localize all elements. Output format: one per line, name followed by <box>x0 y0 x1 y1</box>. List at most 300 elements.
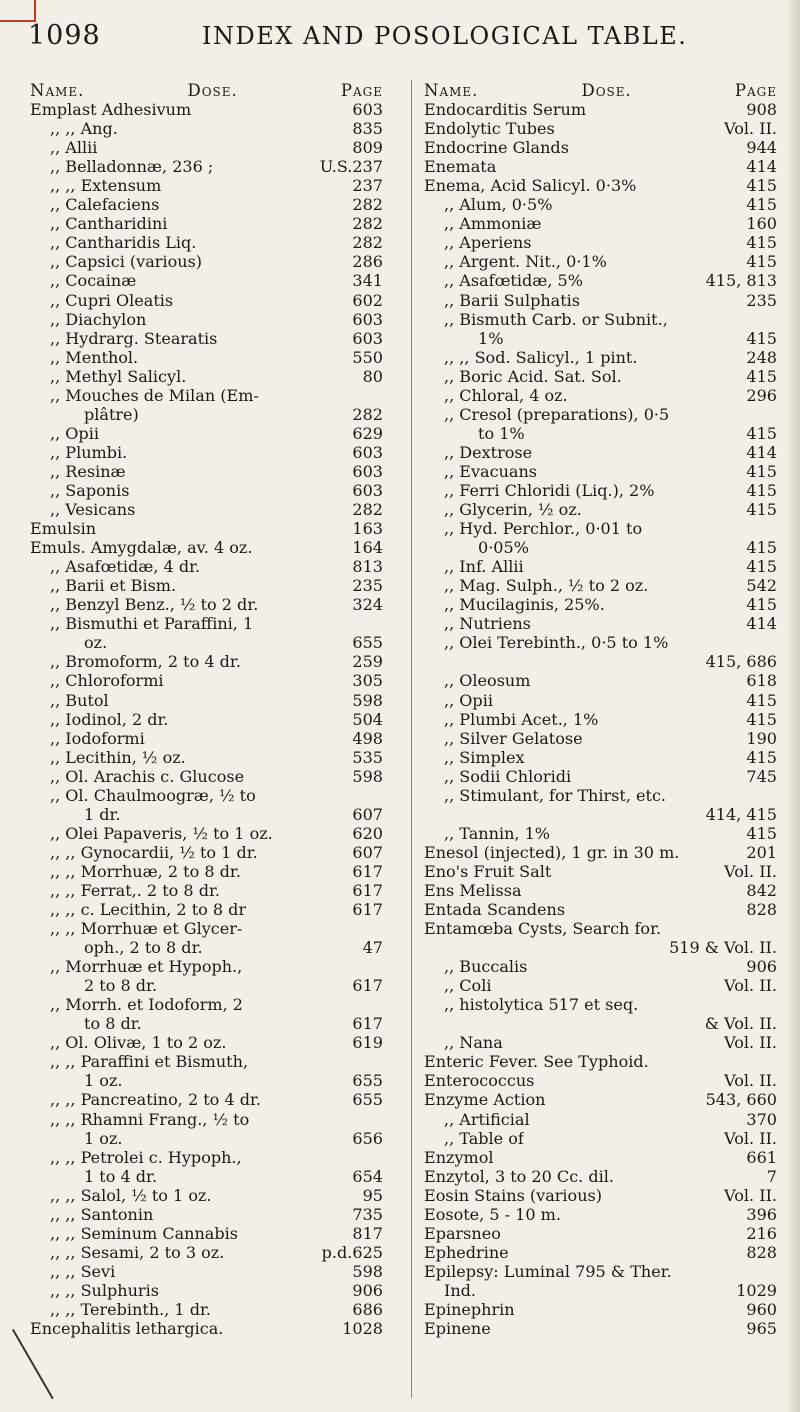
index-entry <box>30 595 383 614</box>
entry-page: 619 <box>352 1033 383 1053</box>
index-entry <box>30 1319 383 1338</box>
entry-page: 617 <box>352 861 383 881</box>
entry-page: 95 <box>362 1185 383 1205</box>
header-dose: Dose. <box>581 81 632 100</box>
entry-page: 160 <box>746 214 777 234</box>
entry-term: 1 oz. <box>84 1071 123 1091</box>
entry-page: 906 <box>352 1280 383 1300</box>
entry-term: ,, Iodoformi <box>50 728 145 748</box>
index-entry <box>424 538 777 557</box>
entry-term: ,, ,, Extensum <box>50 176 162 196</box>
header-name: Name. <box>424 81 479 100</box>
entry-term: ,, Simplex <box>444 747 525 767</box>
index-entry <box>30 652 383 671</box>
entry-page: 617 <box>352 900 383 920</box>
right-column-header <box>424 81 777 100</box>
entry-page: 661 <box>746 1147 777 1167</box>
entry-page: 282 <box>352 500 383 520</box>
index-entry <box>424 748 777 767</box>
index-entry <box>30 1167 383 1186</box>
entry-page: 324 <box>352 595 383 615</box>
entry-page: 415 <box>746 480 777 500</box>
index-entry <box>424 938 777 957</box>
index-entry <box>30 195 383 214</box>
page-header <box>28 20 778 60</box>
entry-page: 686 <box>352 1300 383 1319</box>
index-entry <box>424 519 777 538</box>
entry-term: Entamœba Cysts, Search for. <box>424 919 662 939</box>
index-entry <box>424 576 777 595</box>
entry-term: Epinene <box>424 1319 491 1339</box>
entry-page: 835 <box>352 119 383 139</box>
index-entry <box>424 1205 777 1224</box>
entry-page: 415 <box>746 709 777 729</box>
entry-term: ,, Boric Acid. Sat. Sol. <box>444 366 622 386</box>
entry-term: ,, Bismuth Carb. or Subnit., <box>444 309 668 329</box>
index-entry <box>30 1186 383 1205</box>
entry-term: ,, Mucilaginis, 25%. <box>444 595 605 615</box>
index-entry <box>30 1110 383 1129</box>
header-page: Page <box>340 81 383 100</box>
entry-term: ,, Opii <box>444 690 493 710</box>
entry-page: 535 <box>352 747 383 767</box>
index-entry <box>424 1319 777 1338</box>
entry-term: Enema, Acid Salicyl. 0·3% <box>424 176 637 196</box>
index-entry <box>30 805 383 824</box>
index-entry <box>424 119 777 138</box>
entry-page: 598 <box>352 690 383 710</box>
index-entry <box>424 348 777 367</box>
index-entry <box>424 1090 777 1109</box>
entry-page: 415 <box>746 176 777 196</box>
index-entry <box>424 824 777 843</box>
index-entry <box>30 614 383 633</box>
entry-term: Endolytic Tubes <box>424 119 555 139</box>
entry-page: 235 <box>352 576 383 596</box>
entry-term: ,, Nana <box>444 1033 503 1053</box>
index-entry <box>424 1014 777 1033</box>
corner-crop-mark <box>0 0 36 22</box>
index-entry <box>424 329 777 348</box>
entry-page: Vol. II. <box>724 1185 777 1205</box>
entry-page: 341 <box>352 271 383 291</box>
entry-term: ,, Morrh. et Iodoform, 2 <box>50 995 243 1015</box>
index-entry <box>424 1281 777 1300</box>
entry-page: 809 <box>352 138 383 158</box>
margin-pen-mark <box>12 1329 54 1399</box>
index-entry <box>424 557 777 576</box>
entry-term: ,, Ferri Chloridi (Liq.), 2% <box>444 480 655 500</box>
index-entry <box>30 843 383 862</box>
index-entry <box>424 957 777 976</box>
entry-term: Eno's Fruit Salt <box>424 861 552 881</box>
entry-page: 519 & Vol. II. <box>669 938 777 958</box>
entry-page: 164 <box>352 538 383 558</box>
entry-page: 906 <box>746 957 777 977</box>
entry-term: ,, Inf. Allii <box>444 557 524 577</box>
entry-term: ,, ,, Santonin <box>50 1204 154 1224</box>
entry-term: ,, Cantharidini <box>50 214 168 234</box>
entry-term: ,, Menthol. <box>50 347 139 367</box>
index-entry <box>30 214 383 233</box>
entry-page: 7 <box>766 1166 777 1186</box>
index-entry <box>30 767 383 786</box>
entry-term: to 1% <box>478 423 525 443</box>
entry-term: ,, Olei Terebinth., 0·5 to 1% <box>444 633 669 653</box>
entry-term: ,, Cocainæ <box>50 271 137 291</box>
entry-page: 414, 415 <box>705 804 777 824</box>
index-entry <box>30 1014 383 1033</box>
entry-term: ,, Lecithin, ½ oz. <box>50 747 186 767</box>
entry-term: ,, ,, Paraffini et Bismuth, <box>50 1052 249 1072</box>
entry-page: 216 <box>746 1223 777 1243</box>
index-entry <box>424 862 777 881</box>
entry-page: Vol. II. <box>724 1033 777 1053</box>
index-entry <box>424 138 777 157</box>
entry-page: 282 <box>352 404 383 424</box>
entry-term: ,, ,, Sesami, 2 to 3 oz. <box>50 1242 225 1262</box>
entry-term: ,, Stimulant, for Thirst, etc. <box>444 785 667 805</box>
entry-page: 415 <box>746 823 777 843</box>
entry-page: 817 <box>352 1223 383 1243</box>
entry-page: 415 <box>746 500 777 520</box>
index-entry <box>424 1148 777 1167</box>
entry-page: Vol. II. <box>724 976 777 996</box>
index-entry <box>30 824 383 843</box>
index-entry <box>30 405 383 424</box>
entry-page: 655 <box>352 1071 383 1091</box>
entry-term: ,, Chloroformi <box>50 671 164 691</box>
index-entry <box>424 1224 777 1243</box>
entry-page: 603 <box>352 328 383 348</box>
entry-term: 0·05% <box>478 538 529 558</box>
entry-term: Enterococcus <box>424 1071 535 1091</box>
entry-term: ,, Aperiens <box>444 233 532 253</box>
entry-page: Vol. II. <box>724 119 777 139</box>
entry-term: ,, Butol <box>50 690 109 710</box>
entry-page: 415 <box>746 328 777 348</box>
entry-page: 607 <box>352 842 383 862</box>
entry-page: 235 <box>746 290 777 310</box>
entry-page: 237 <box>352 176 383 196</box>
entry-page: 828 <box>746 900 777 920</box>
entry-page: 396 <box>746 1204 777 1224</box>
index-entry <box>30 976 383 995</box>
entry-term: Endocrine Glands <box>424 138 569 158</box>
entry-term: ,, Plumbi Acet., 1% <box>444 709 599 729</box>
index-entry <box>30 138 383 157</box>
entry-page: 415 <box>746 195 777 215</box>
entry-term: Epinephrin <box>424 1300 515 1319</box>
entry-page: 965 <box>746 1319 777 1339</box>
entry-term: ,, Argent. Nit., 0·1% <box>444 252 607 272</box>
entry-page: 603 <box>352 100 383 120</box>
index-entry <box>424 195 777 214</box>
entry-term: ,, ,, Sevi <box>50 1261 116 1281</box>
entry-term: Eparsneo <box>424 1223 501 1243</box>
index-entry <box>424 271 777 290</box>
index-entry <box>424 1300 777 1319</box>
entry-term: Emuls. Amygdalæ, av. 4 oz. <box>30 538 253 558</box>
index-entry <box>424 462 777 481</box>
entry-page: 282 <box>352 195 383 215</box>
index-entry <box>30 176 383 195</box>
entry-page: 607 <box>352 804 383 824</box>
entry-term: 1 dr. <box>84 804 121 824</box>
index-entry <box>424 310 777 329</box>
entry-term: ,, Hyd. Perchlor., 0·01 to <box>444 519 643 539</box>
index-entry <box>30 881 383 900</box>
entry-term: ,, Allii <box>50 138 98 158</box>
entry-term: Enteric Fever. See Typhoid. <box>424 1052 649 1072</box>
entry-term: 1% <box>478 328 504 348</box>
entry-page: 80 <box>362 366 383 386</box>
index-entry <box>424 481 777 500</box>
entry-page: 550 <box>352 347 383 367</box>
entry-term: 2 to 8 dr. <box>84 976 158 996</box>
index-entry <box>424 786 777 805</box>
entry-term: Ind. <box>444 1280 477 1300</box>
entry-term: ,, Ol. Arachis c. Glucose <box>50 766 245 786</box>
entry-term: ,, Asafœtidæ, 4 dr. <box>50 557 201 577</box>
index-entry <box>424 252 777 271</box>
index-entry <box>30 1033 383 1052</box>
entry-page: 745 <box>746 766 777 786</box>
index-entry <box>30 348 383 367</box>
entry-page: 602 <box>352 290 383 310</box>
entry-page: 305 <box>352 671 383 691</box>
entry-term: ,, histolytica 517 et seq. <box>444 995 639 1015</box>
entry-page: 415, 813 <box>705 271 777 291</box>
index-entry <box>424 633 777 652</box>
entry-term: ,, Tannin, 1% <box>444 823 551 843</box>
entry-term: Epilepsy: Luminal 795 & Ther. <box>424 1261 672 1281</box>
entry-page: 286 <box>352 252 383 272</box>
entry-page: Vol. II. <box>724 861 777 881</box>
entry-term: ,, ,, c. Lecithin, 2 to 8 dr <box>50 900 247 920</box>
index-entry <box>424 367 777 386</box>
right-index-column <box>424 81 777 1338</box>
index-entry <box>424 1071 777 1090</box>
index-entry <box>30 748 383 767</box>
entry-term: ,, Cantharidis Liq. <box>50 233 197 253</box>
entry-term: ,, Coli <box>444 976 492 996</box>
index-entry <box>424 1167 777 1186</box>
index-entry <box>30 443 383 462</box>
index-entry <box>424 729 777 748</box>
entry-page: 415 <box>746 557 777 577</box>
entry-term: ,, Asafœtidæ, 5% <box>444 271 583 291</box>
index-entry <box>424 1186 777 1205</box>
entry-term: ,, Bismuthi et Paraffini, 1 <box>50 614 254 634</box>
entry-term: ,, Chloral, 4 oz. <box>444 385 568 405</box>
entry-page: 598 <box>352 766 383 786</box>
header-name: Name. <box>30 81 85 100</box>
entry-term: Encephalitis lethargica. <box>30 1319 224 1339</box>
entry-page: 618 <box>746 671 777 691</box>
entry-term: ,, Belladonnæ, 236 ; <box>50 157 214 177</box>
page-title: INDEX AND POSOLOGICAL TABLE. <box>202 22 688 50</box>
entry-term: ,, ,, Ang. <box>50 119 118 139</box>
entry-page: 415 <box>746 595 777 615</box>
index-entry <box>30 1148 383 1167</box>
entry-page: 620 <box>352 823 383 843</box>
entry-term: ,, Mag. Sulph., ½ to 2 oz. <box>444 576 649 596</box>
index-entry <box>424 1052 777 1071</box>
entry-term: ,, Barii et Bism. <box>50 576 177 596</box>
entry-term: Enzyme Action <box>424 1090 546 1110</box>
index-entry <box>30 233 383 252</box>
entry-term: ,, Diachylon <box>50 309 147 329</box>
index-entry <box>30 271 383 290</box>
entry-page: 828 <box>746 1242 777 1262</box>
entry-page: 543, 660 <box>705 1090 777 1110</box>
entry-term: ,, ,, Petrolei c. Hypoph., <box>50 1147 242 1167</box>
entry-term: ,, ,, Seminum Cannabis <box>50 1223 238 1243</box>
index-entry <box>424 881 777 900</box>
index-entry <box>30 1071 383 1090</box>
entry-page: 163 <box>352 519 383 539</box>
entry-page: 415, 686 <box>705 652 777 672</box>
entry-term: 1 to 4 dr. <box>84 1166 158 1186</box>
entry-term: Enzytol, 3 to 20 Cc. dil. <box>424 1166 614 1186</box>
entry-page: 603 <box>352 442 383 462</box>
index-entry <box>30 329 383 348</box>
entry-term: ,, Calefaciens <box>50 195 160 215</box>
entry-page: 1028 <box>342 1319 383 1339</box>
entry-page: 629 <box>352 423 383 443</box>
entry-term: ,, Methyl Salicyl. <box>50 366 187 386</box>
entry-page: 370 <box>746 1109 777 1129</box>
entry-page: 1029 <box>736 1280 777 1300</box>
entry-page: 813 <box>352 557 383 577</box>
page-edge-shadow <box>786 0 800 1412</box>
entry-page: p.d.625 <box>321 1242 383 1262</box>
entry-term: Enemata <box>424 157 497 177</box>
index-entry <box>30 500 383 519</box>
index-entry <box>30 291 383 310</box>
index-entry <box>424 976 777 995</box>
header-dose: Dose. <box>187 81 238 100</box>
entry-page: 414 <box>746 157 777 177</box>
entry-page: 908 <box>746 100 777 120</box>
index-entry <box>424 1033 777 1052</box>
entry-term: Ens Melissa <box>424 880 522 900</box>
entry-page: 617 <box>352 1014 383 1034</box>
entry-term: ,, Iodinol, 2 dr. <box>50 709 169 729</box>
entry-term: ,, Mouches de Milan (Em- <box>50 385 259 405</box>
entry-term: plâtre) <box>84 404 139 424</box>
index-entry <box>30 252 383 271</box>
entry-term: to 8 dr. <box>84 1014 142 1034</box>
index-entry <box>30 576 383 595</box>
entry-page: 504 <box>352 709 383 729</box>
entry-page: & Vol. II. <box>704 1014 777 1034</box>
entry-page: 960 <box>746 1300 777 1319</box>
index-entry <box>30 957 383 976</box>
entry-term: ,, ,, Ferrat,. 2 to 8 dr. <box>50 880 220 900</box>
entry-page: U.S.237 <box>319 157 383 177</box>
index-entry <box>424 1262 777 1281</box>
index-entry <box>30 786 383 805</box>
entry-page: 415 <box>746 366 777 386</box>
entry-term: ,, Artificial <box>444 1109 530 1129</box>
entry-term: ,, Olei Papaveris, ½ to 1 oz. <box>50 823 273 843</box>
index-entry <box>30 1205 383 1224</box>
entry-term: ,, ,, Sod. Salicyl., 1 pint. <box>444 347 638 367</box>
entry-term: ,, ,, Sulphuris <box>50 1280 159 1300</box>
index-entry <box>30 1224 383 1243</box>
entry-term: Enzymol <box>424 1147 494 1167</box>
entry-page: 603 <box>352 309 383 329</box>
index-entry <box>424 767 777 786</box>
entry-page: 598 <box>352 1261 383 1281</box>
entry-page: 282 <box>352 233 383 253</box>
entry-term: ,, Sodii Chloridi <box>444 766 572 786</box>
entry-term: ,, Saponis <box>50 480 130 500</box>
entry-page: 944 <box>746 138 777 158</box>
index-entry <box>30 557 383 576</box>
index-entry <box>30 1262 383 1281</box>
entry-term: Enesol (injected), 1 gr. in 30 m. <box>424 842 680 862</box>
entry-page: 415 <box>746 690 777 710</box>
entry-term: ,, Oleosum <box>444 671 531 691</box>
entry-term: ,, Barii Sulphatis <box>444 290 581 310</box>
index-entry <box>30 995 383 1014</box>
entry-page: 498 <box>352 728 383 748</box>
column-divider <box>411 80 412 1398</box>
entry-page: 842 <box>746 880 777 900</box>
entry-term: ,, Table of <box>444 1128 524 1148</box>
index-entry <box>424 900 777 919</box>
entry-page: 415 <box>746 233 777 253</box>
entry-term: Eosin Stains (various) <box>424 1185 603 1205</box>
entry-page: 296 <box>746 385 777 405</box>
index-entry <box>424 671 777 690</box>
entry-page: 617 <box>352 976 383 996</box>
entry-term: ,, Hydrarg. Stearatis <box>50 328 218 348</box>
index-entry <box>30 1243 383 1262</box>
index-entry <box>424 233 777 252</box>
entry-term: ,, Alum, 0·5% <box>444 195 553 215</box>
entry-term: ,, ,, Morrhuæ et Glycer- <box>50 919 243 939</box>
page-number: 1098 <box>28 20 101 51</box>
index-entry <box>30 386 383 405</box>
entry-page: 654 <box>352 1166 383 1186</box>
index-entry <box>424 805 777 824</box>
index-entry <box>30 691 383 710</box>
entry-page: 655 <box>352 1090 383 1110</box>
index-entry <box>424 1110 777 1129</box>
index-entry <box>30 633 383 652</box>
entry-term: oz. <box>84 633 108 653</box>
index-entry <box>30 519 383 538</box>
entry-page: 415 <box>746 423 777 443</box>
entry-term: ,, Cresol (preparations), 0·5 <box>444 404 670 424</box>
index-entry <box>30 310 383 329</box>
entry-term: ,, ,, Terebinth., 1 dr. <box>50 1300 211 1319</box>
entry-term: ,, Dextrose <box>444 442 533 462</box>
entry-page: Vol. II. <box>724 1128 777 1148</box>
index-entry <box>30 862 383 881</box>
entry-term: ,, ,, Gynocardii, ½ to 1 dr. <box>50 842 258 862</box>
entry-page: 259 <box>352 652 383 672</box>
index-entry <box>424 919 777 938</box>
entry-term: ,, Ol. Chaulmoogræ, ½ to <box>50 785 256 805</box>
index-entry <box>30 1129 383 1148</box>
left-column-header <box>30 81 383 100</box>
index-entry <box>424 995 777 1014</box>
